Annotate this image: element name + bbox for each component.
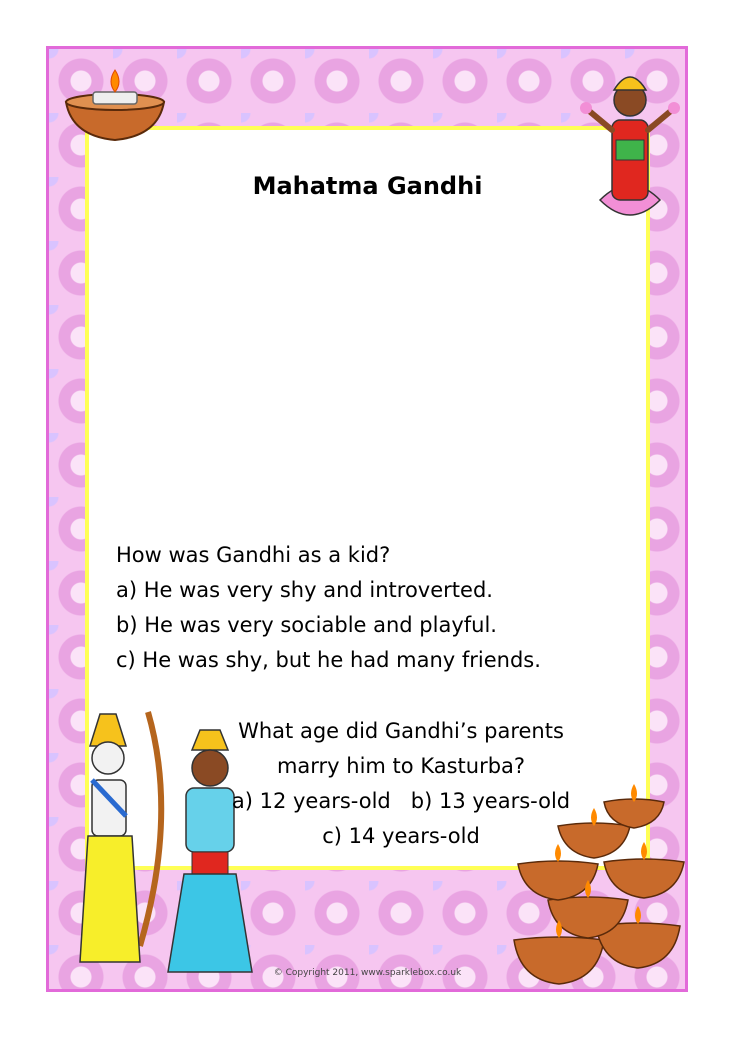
question-1-prompt: How was Gandhi as a kid?	[116, 543, 391, 567]
goddess-figure-icon	[570, 60, 690, 230]
question-1-option-b: b) He was very sociable and playful.	[116, 613, 497, 637]
question-1	[116, 538, 541, 678]
diya-lamp-icon	[60, 66, 170, 146]
question-2-line-2: marry him to Kasturba?	[276, 754, 526, 778]
question-2-option-c: c) 14 years-old	[322, 824, 480, 848]
question-1-option-a: a) He was very shy and introverted.	[116, 578, 493, 602]
question-1-option-c: c) He was shy, but he had many friends.	[116, 648, 541, 672]
question-2-line-1: What age did Gandhi’s parents	[238, 719, 564, 743]
question-2	[196, 714, 606, 854]
copyright-notice: © Copyright 2011, www.sparklebox.co.uk	[273, 968, 462, 978]
rama-figure-icon	[70, 706, 170, 978]
page-title: Mahatma Gandhi	[252, 172, 483, 200]
question-2-options-ab: a) 12 years-old b) 13 years-old	[231, 789, 571, 813]
